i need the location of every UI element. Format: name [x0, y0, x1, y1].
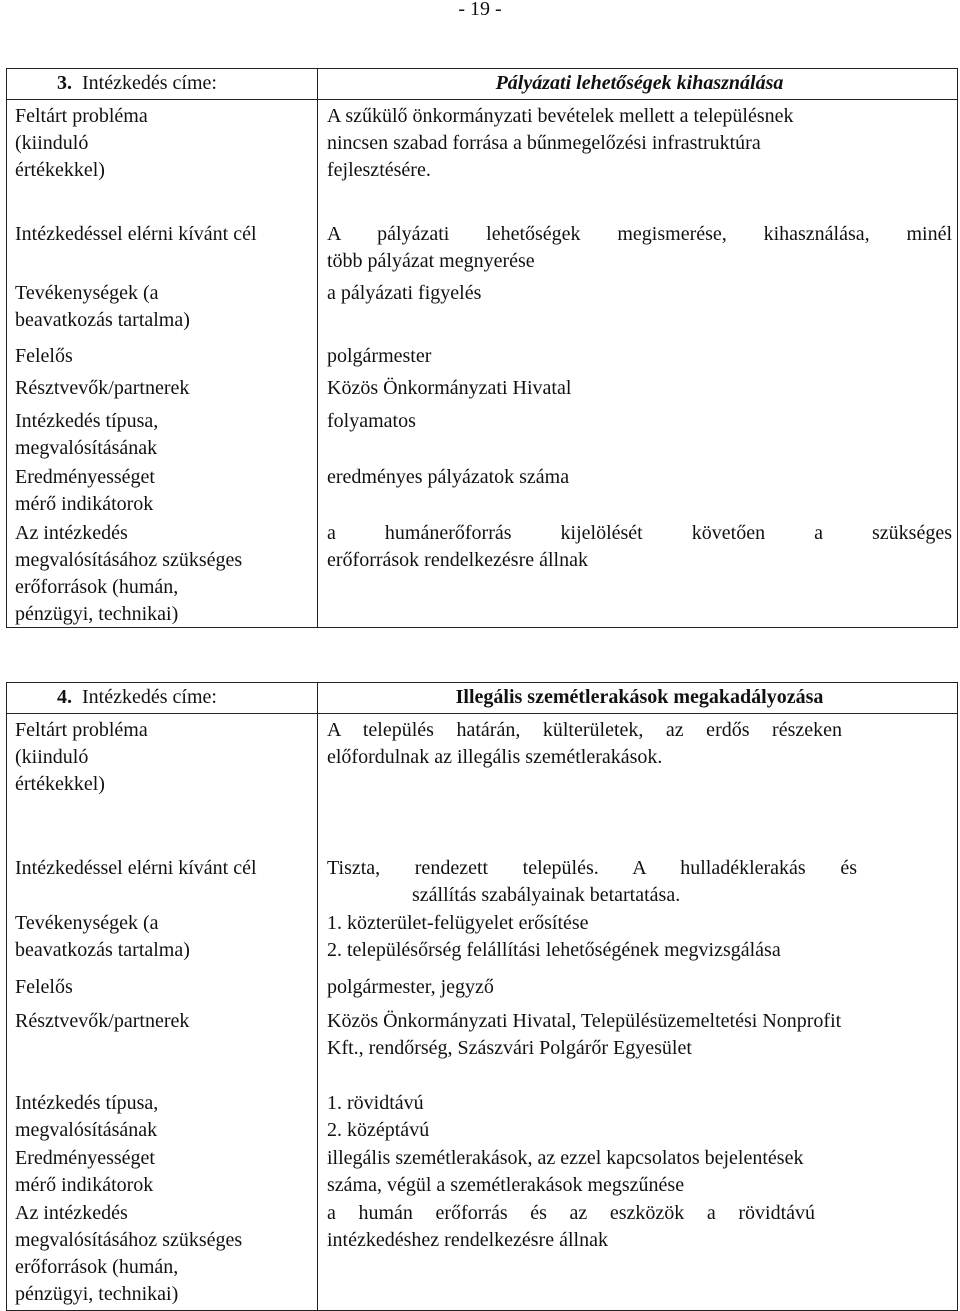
label-line: pénzügyi, technikai) [15, 603, 179, 625]
value-line: a pályázati figyelés [327, 282, 482, 304]
label-line: értékekkel) [15, 773, 105, 795]
value-line: nincsen szabad forrása a bűnmegelőzési infrastruktúra [327, 132, 761, 154]
row-value [327, 910, 952, 964]
value-line: Közös Önkormányzati Hivatal [327, 377, 572, 399]
measure-number: 4. [57, 686, 72, 708]
value-line: A pályázati lehetőségek megismerése, kihasználása, minél [327, 223, 952, 245]
measure-title-label: Intézkedés címe: [82, 686, 217, 708]
label-line: Tevékenységek (a [15, 282, 159, 304]
label-line: Az intézkedés [15, 1202, 128, 1224]
label-line: Intézkedés típusa, [15, 410, 159, 432]
label-line: Felelős [15, 976, 73, 998]
row-label [15, 343, 315, 370]
value-line: A település határán, külterületek, az erdős részeken [327, 719, 842, 741]
row-label [15, 280, 315, 334]
row-label [15, 464, 315, 518]
row-label [15, 1145, 315, 1199]
value-line: intézkedéshez rendelkezésre állnak [327, 1229, 608, 1251]
row-label [15, 717, 315, 798]
row-value [327, 1008, 952, 1062]
label-line: Résztvevők/partnerek [15, 1010, 190, 1032]
row-value [327, 280, 952, 307]
value-line: polgármester [327, 345, 432, 367]
value-line: szállítás szabályainak betartatása. [412, 884, 681, 906]
row-label [15, 408, 315, 462]
value-line: száma, végül a szemétlerakások megszűnése [327, 1174, 685, 1196]
row-value [327, 1200, 952, 1254]
measure-title: Illegális szemétlerakások megakadályozása [455, 686, 824, 708]
row-value [327, 520, 952, 574]
value-line: A szűkülő önkormányzati bevételek mellett a településnek [327, 105, 794, 127]
label-line: (kiinduló [15, 746, 89, 768]
value-line: 2. településőrség felállítási lehetőségének megvizsgálása [327, 939, 781, 961]
row-value [327, 464, 952, 491]
measure-title-label: Intézkedés címe: [82, 72, 217, 94]
label-line: (kiinduló [15, 132, 89, 154]
row-value [327, 1145, 952, 1199]
measure-4-table [6, 682, 958, 1311]
row-value [327, 103, 952, 184]
value-line: Kft., rendőrség, Szászvári Polgárőr Egyesület [327, 1037, 692, 1059]
value-line: folyamatos [327, 410, 416, 432]
label-line: erőforrások (humán, [15, 1256, 179, 1278]
label-line: Eredményességet [15, 1147, 155, 1169]
value-line: erőforrások rendelkezésre állnak [327, 549, 588, 571]
row-label [15, 375, 315, 402]
measure-title: Pályázati lehetőségek kihasználása [495, 72, 784, 94]
label-line: Feltárt probléma [15, 719, 148, 741]
label-line: Eredményességet [15, 466, 155, 488]
column-divider [317, 69, 318, 627]
row-value [327, 974, 952, 1001]
label-line: megvalósításához szükséges [15, 549, 243, 571]
header-divider [7, 713, 957, 714]
label-line: mérő indikátorok [15, 493, 154, 515]
value-line: polgármester, jegyző [327, 976, 494, 998]
label-line: megvalósításának [15, 437, 158, 459]
header-divider [7, 99, 957, 100]
value-line: 2. középtávú [327, 1119, 430, 1141]
column-divider [317, 683, 318, 1310]
value-line: a humán erőforrás és az eszközök a rövidtávú [327, 1202, 815, 1224]
page-number: - 19 - [458, 0, 502, 20]
label-line: pénzügyi, technikai) [15, 1283, 179, 1305]
row-label [15, 974, 315, 1001]
label-line: Résztvevők/partnerek [15, 377, 190, 399]
row-value [327, 855, 952, 909]
label-line: megvalósításának [15, 1119, 158, 1141]
value-line: fejlesztésére. [327, 159, 431, 181]
value-line: 1. rövidtávú [327, 1092, 424, 1114]
row-value [327, 408, 952, 435]
value-line: a humánerőforrás kijelölését követően a szükséges [327, 522, 952, 544]
label-line: beavatkozás tartalma) [15, 309, 190, 331]
label-line: Feltárt probléma [15, 105, 148, 127]
label-line: Intézkedéssel elérni kívánt cél [15, 857, 257, 879]
label-line: mérő indikátorok [15, 1174, 154, 1196]
row-label [15, 910, 315, 964]
row-label [15, 520, 315, 628]
row-label [15, 103, 315, 184]
label-line: Intézkedés típusa, [15, 1092, 159, 1114]
label-line: Tevékenységek (a [15, 912, 159, 934]
value-line: eredményes pályázatok száma [327, 466, 570, 488]
label-line: Intézkedéssel elérni kívánt cél [15, 223, 257, 245]
measure-3-table [6, 68, 958, 628]
row-value [327, 221, 952, 275]
row-label [15, 855, 315, 882]
value-line: Tiszta, rendezett település. A hulladéklerakás és [327, 857, 857, 879]
value-line: Közös Önkormányzati Hivatal, Településüzemeltetési Nonprofit [327, 1010, 842, 1032]
label-line: Felelős [15, 345, 73, 367]
row-value [327, 343, 952, 370]
row-value [327, 717, 952, 771]
label-line: Az intézkedés [15, 522, 128, 544]
row-label [15, 221, 315, 248]
value-line: több pályázat megnyerése [327, 250, 535, 272]
row-value [327, 375, 952, 402]
value-line: illegális szemétlerakások, az ezzel kapcsolatos bejelentések [327, 1147, 804, 1169]
value-line: előfordulnak az illegális szemétlerakások. [327, 746, 663, 768]
value-line: 1. közterület-felügyelet erősítése [327, 912, 589, 934]
row-label [15, 1090, 315, 1144]
label-line: erőforrások (humán, [15, 576, 179, 598]
label-line: beavatkozás tartalma) [15, 939, 190, 961]
label-line: megvalósításához szükséges [15, 1229, 243, 1251]
label-line: értékekkel) [15, 159, 105, 181]
row-label [15, 1008, 315, 1035]
row-label [15, 1200, 315, 1308]
row-value [327, 1090, 952, 1144]
measure-number: 3. [57, 72, 72, 94]
